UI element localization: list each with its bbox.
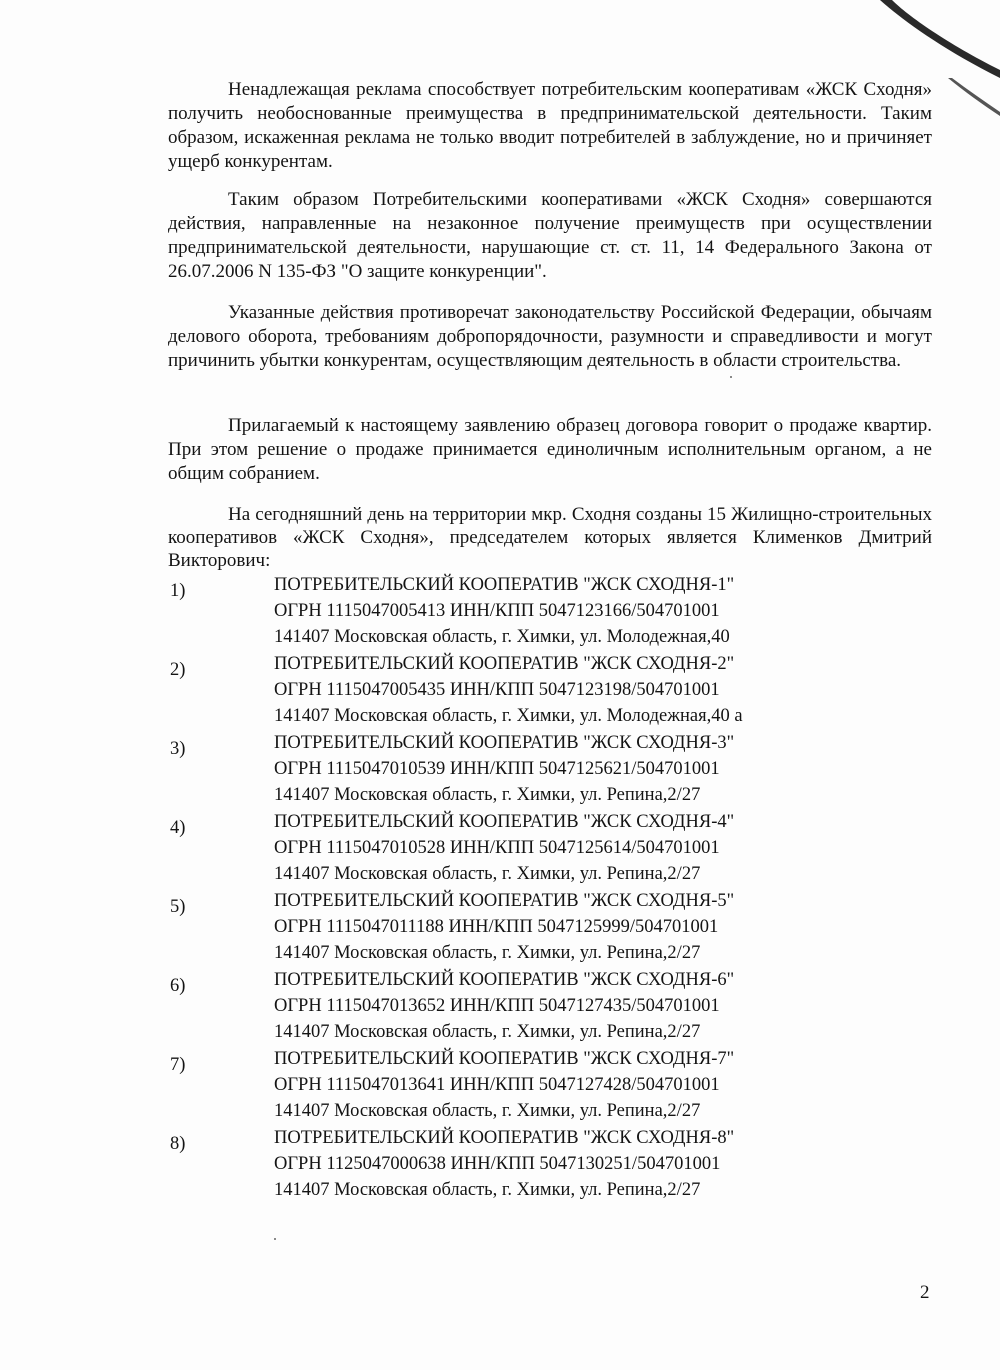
paragraph-competition-law-violation: Таким образом Потребительскими кооперативами «ЖСК Сходня» совершаются действия, направленные на незаконное получение преимуществ при осуществлении предпринимательской деятельности, нарушающие ст. ст. 11, 14 Федерального Закона от 26.07.2006 N 135-ФЗ "О защите конкуренции". xyxy=(168,189,932,282)
cooperative-registration: ОГРН 1115047013652 ИНН/КПП 5047127435/504701001 xyxy=(274,996,720,1016)
cooperative-registration: ОГРН 1115047010539 ИНН/КПП 5047125621/504701001 xyxy=(274,759,720,779)
list-item-number: 8) xyxy=(170,1134,186,1154)
cooperative-name: ПОТРЕБИТЕЛЬСКИЙ КООПЕРАТИВ "ЖСК СХОДНЯ-6" xyxy=(274,970,735,990)
cooperative-name: ПОТРЕБИТЕЛЬСКИЙ КООПЕРАТИВ "ЖСК СХОДНЯ-7" xyxy=(274,1049,735,1069)
paragraph-actions-contradict-law: Указанные действия противоречат законодательству Российской Федерации, обычаям делового оборота, требованиям добропорядочности, разумности и справедливости и могут причинить убытки конкурентам, осуществляющим деятельность в области строительства. xyxy=(168,302,932,371)
cooperative-address: 141407 Московская область, г. Химки, ул. Репина,2/27 xyxy=(274,1022,701,1042)
list-item-number: 7) xyxy=(170,1055,186,1075)
list-item-number: 4) xyxy=(170,818,186,838)
cooperative-name: ПОТРЕБИТЕЛЬСКИЙ КООПЕРАТИВ "ЖСК СХОДНЯ-1" xyxy=(274,575,735,595)
list-item-number: 3) xyxy=(170,739,186,759)
cooperative-address: 141407 Московская область, г. Химки, ул. Репина,2/27 xyxy=(274,943,701,963)
list-item xyxy=(168,967,948,1046)
scan-speck xyxy=(730,376,732,378)
cooperative-registration: ОГРН 1115047005435 ИНН/КПП 5047123198/504701001 xyxy=(274,680,720,700)
list-item-number: 6) xyxy=(170,976,186,996)
page-number: 2 xyxy=(920,1282,930,1303)
list-item xyxy=(168,888,948,967)
paragraph-improper-advertising: Ненадлежащая реклама способствует потребительским кооперативам «ЖСК Сходня» получить необоснованные преимущества в предпринимательской деятельности. Таким образом, искаженная реклама не только вводит потребителей в заблуждение, но и причиняет ущерб конкурентам. xyxy=(168,79,932,172)
cooperative-name: ПОТРЕБИТЕЛЬСКИЙ КООПЕРАТИВ "ЖСК СХОДНЯ-5" xyxy=(274,891,735,911)
scan-speck xyxy=(274,1238,276,1240)
list-item xyxy=(168,730,948,809)
cooperative-registration: ОГРН 1115047013641 ИНН/КПП 5047127428/504701001 xyxy=(274,1075,720,1095)
paragraph-contract-sample: Прилагаемый к настоящему заявлению образец договора говорит о продаже квартир. При этом решение о продаже принимается единоличным исполнительным органом, а не общим собранием. xyxy=(168,415,932,484)
cooperative-name: ПОТРЕБИТЕЛЬСКИЙ КООПЕРАТИВ "ЖСК СХОДНЯ-4" xyxy=(274,812,735,832)
cooperatives-list xyxy=(168,572,948,1204)
list-item xyxy=(168,1046,948,1125)
cooperative-address: 141407 Московская область, г. Химки, ул. Молодежная,40 xyxy=(274,627,730,647)
cooperative-name: ПОТРЕБИТЕЛЬСКИЙ КООПЕРАТИВ "ЖСК СХОДНЯ-8" xyxy=(274,1128,735,1148)
cooperative-name: ПОТРЕБИТЕЛЬСКИЙ КООПЕРАТИВ "ЖСК СХОДНЯ-2" xyxy=(274,654,735,674)
cooperative-registration: ОГРН 1115047005413 ИНН/КПП 5047123166/504701001 xyxy=(274,601,720,621)
list-item xyxy=(168,809,948,888)
list-item xyxy=(168,1125,948,1204)
cooperative-address: 141407 Московская область, г. Химки, ул. Репина,2/27 xyxy=(274,864,701,884)
list-item xyxy=(168,651,948,730)
cooperative-address: 141407 Московская область, г. Химки, ул. Репина,2/27 xyxy=(274,1101,701,1121)
list-item xyxy=(168,572,948,651)
cooperative-address: 141407 Московская область, г. Химки, ул. Молодежная,40 а xyxy=(274,706,743,726)
list-item-number: 2) xyxy=(170,660,186,680)
list-item-number: 1) xyxy=(170,581,186,601)
cooperative-registration: ОГРН 1115047011188 ИНН/КПП 5047125999/504701001 xyxy=(274,917,719,937)
cooperative-registration: ОГРН 1125047000638 ИНН/КПП 5047130251/504701001 xyxy=(274,1154,721,1174)
list-item-number: 5) xyxy=(170,897,186,917)
paragraph-cooperatives-intro: На сегодняшний день на территории мкр. Сходня созданы 15 Жилищно-строительных кооперативов «ЖСК Сходня», председателем которых является Клименков Дмитрий Викторович: xyxy=(168,504,932,571)
cooperative-registration: ОГРН 1115047010528 ИНН/КПП 5047125614/504701001 xyxy=(274,838,720,858)
cooperative-name: ПОТРЕБИТЕЛЬСКИЙ КООПЕРАТИВ "ЖСК СХОДНЯ-3" xyxy=(274,733,735,753)
cooperative-address: 141407 Московская область, г. Химки, ул. Репина,2/27 xyxy=(274,785,701,805)
cooperative-address: 141407 Московская область, г. Химки, ул. Репина,2/27 xyxy=(274,1180,701,1200)
